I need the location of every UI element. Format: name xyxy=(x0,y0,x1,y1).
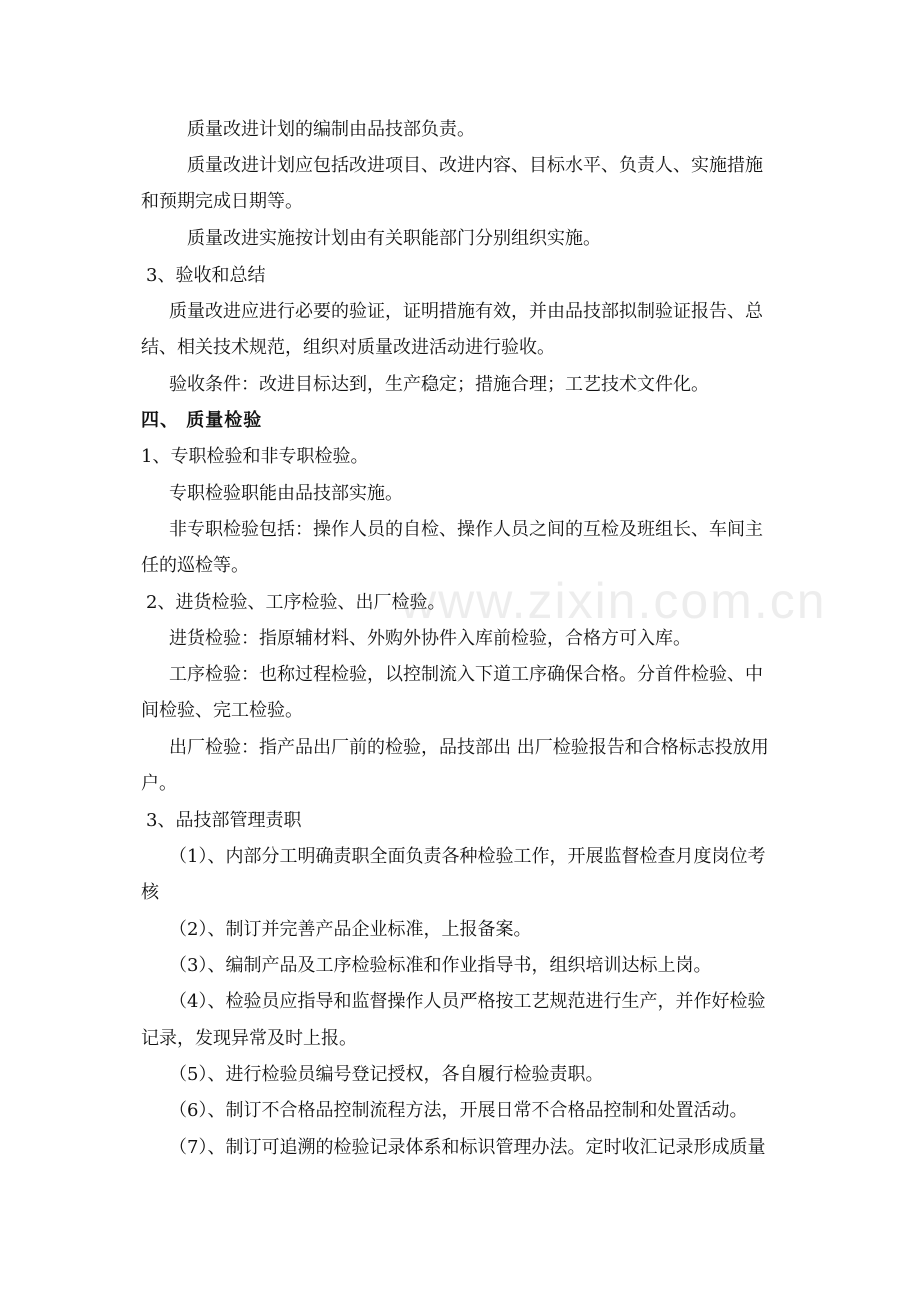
paragraph-line: 工序检验：也称过程检验，以控制流入下道工序确保合格。分首件检验、中 xyxy=(169,664,763,685)
paragraph-line: 进货检验：指原辅材料、外购外协件入库前检验，合格方可入库。 xyxy=(169,628,691,649)
paragraph-line: 专职检验职能由品技部实施。 xyxy=(169,483,403,504)
paragraph-line: 验收条件：改进目标达到，生产稳定；措施合理；工艺技术文件化。 xyxy=(169,374,709,395)
list-item-line: （7）、制订可追溯的检验记录体系和标识管理办法。定时收汇记录形成质量 xyxy=(169,1137,766,1158)
paragraph-line: 和预期完成日期等。 xyxy=(141,191,303,212)
section-subheading: 2、进货检验、工序检验、出厂检验。 xyxy=(146,592,446,613)
section-subheading: 3、验收和总结 xyxy=(146,265,266,286)
paragraph-line: 质量改进应进行必要的验证，证明措施有效，并由品技部拟制验证报告、总 xyxy=(169,301,763,322)
list-item-line: 核 xyxy=(141,882,159,903)
paragraph-line: 质量改进计划的编制由品技部负责。 xyxy=(187,119,475,140)
list-item-line: （4）、检验员应指导和监督操作人员严格按工艺规范进行生产，并作好检验 xyxy=(169,991,766,1012)
watermark-text: www.zixin.com.cn xyxy=(400,573,827,629)
paragraph-line: 出厂检验：指产品出厂前的检验，品技部出 出厂检验报告和合格标志投放用 xyxy=(169,737,769,758)
paragraph-line: 间检验、完工检验。 xyxy=(141,700,303,721)
section-subheading: 1、专职检验和非专职检验。 xyxy=(141,446,369,467)
paragraph-line: 质量改进实施按计划由有关职能部门分别组织实施。 xyxy=(187,228,601,249)
list-item-line: （3）、编制产品及工序检验标准和作业指导书，组织培训达标上岗。 xyxy=(169,955,712,976)
list-item-line: （2）、制订并完善产品企业标准，上报备案。 xyxy=(169,919,532,940)
paragraph-line: 结、相关技术规范，组织对质量改进活动进行验收。 xyxy=(141,337,555,358)
section-subheading: 3、品技部管理责职 xyxy=(146,810,302,831)
paragraph-line: 质量改进计划应包括改进项目、改进内容、目标水平、负责人、实施措施 xyxy=(187,155,763,176)
list-item-line: （1）、内部分工明确责职全面负责各种检验工作，开展监督检查月度岗位考 xyxy=(169,846,766,867)
section-heading: 四、 质量检验 xyxy=(141,410,263,431)
list-item-line: （5）、进行检验员编号登记授权，各自履行检验责职。 xyxy=(169,1064,604,1085)
paragraph-line: 非专职检验包括：操作人员的自检、操作人员之间的互检及班组长、车间主 xyxy=(169,519,763,540)
paragraph-line: 任的巡检等。 xyxy=(141,555,249,576)
paragraph-line: 户。 xyxy=(141,773,177,794)
list-item-line: （6）、制订不合格品控制流程方法，开展日常不合格品控制和处置活动。 xyxy=(169,1100,748,1121)
list-item-line: 记录，发现异常及时上报。 xyxy=(141,1028,357,1049)
